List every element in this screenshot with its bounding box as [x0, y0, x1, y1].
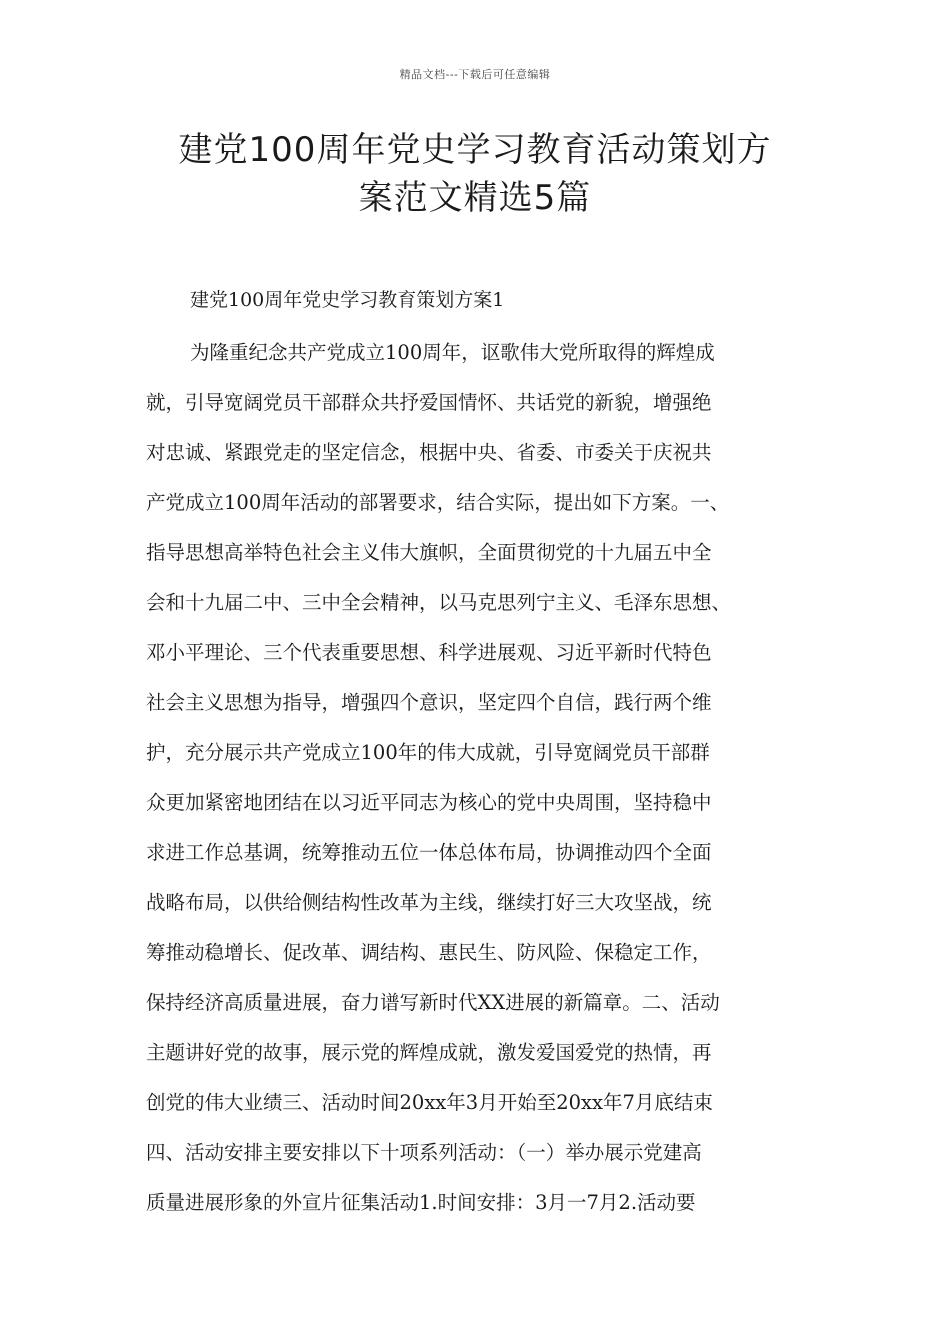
body-line: 对忠诚、紧跟党走的坚定信念，根据中央、省委、市委关于庆祝共	[146, 441, 712, 464]
body-line: 社会主义思想为指导，增强四个意识，坚定四个自信，践行两个维	[146, 691, 712, 714]
body-line: 创党的伟大业绩三、活动时间20xx年3月开始至20xx年7月底结束	[146, 1091, 713, 1114]
body-line: 产党成立100周年活动的部署要求，结合实际，提出如下方案。一、	[146, 491, 730, 514]
body-line: 邓小平理论、三个代表重要思想、科学进展观、习近平新时代特色	[146, 641, 712, 664]
body-line: 就，引导宽阔党员干部群众共抒爱国情怀、共话党的新貌，增强绝	[146, 391, 712, 414]
body-line: 指导思想高举特色社会主义伟大旗帜，全面贯彻党的十九届五中全	[146, 541, 712, 564]
body-line: 主题讲好党的故事，展示党的辉煌成就，激发爱国爱党的热情，再	[146, 1041, 712, 1064]
body-line: 求进工作总基调，统筹推动五位一体总体布局，协调推动四个全面	[146, 841, 712, 864]
body-line: 保持经济高质量进展，奋力谱写新时代XX进展的新篇章。二、活动	[146, 991, 720, 1014]
body-line: 会和十九届二中、三中全会精神，以马克思列宁主义、毛泽东思想、	[146, 591, 732, 614]
document-title	[100, 126, 850, 222]
body-line: 四、活动安排主要安排以下十项系列活动：（一）举办展示党建高	[146, 1141, 702, 1164]
section-heading: 建党100周年党史学习教育策划方案1	[190, 289, 505, 311]
body-line: 质量进展形象的外宣片征集活动1.时间安排：3月一7月2.活动要	[146, 1191, 696, 1214]
title-line-2: 案范文精选5篇	[358, 178, 592, 218]
body-line: 筹推动稳增长、促改革、调结构、惠民生、防风险、保稳定工作，	[146, 941, 712, 964]
body-line: 众更加紧密地团结在以习近平同志为核心的党中央周围，坚持稳中	[146, 791, 712, 814]
body-line: 战略布局，以供给侧结构性改革为主线，继续打好三大攻坚战，统	[146, 891, 712, 914]
body-line: 护，充分展示共产党成立100年的伟大成就，引导宽阔党员干部群	[146, 741, 710, 764]
body-line: 为隆重纪念共产党成立100周年，讴歌伟大党所取得的辉煌成	[190, 341, 715, 364]
header-note: 精品文档---下载后可任意编辑	[399, 68, 551, 81]
title-line-1: 建党100周年党史学习教育活动策划方	[178, 130, 772, 170]
